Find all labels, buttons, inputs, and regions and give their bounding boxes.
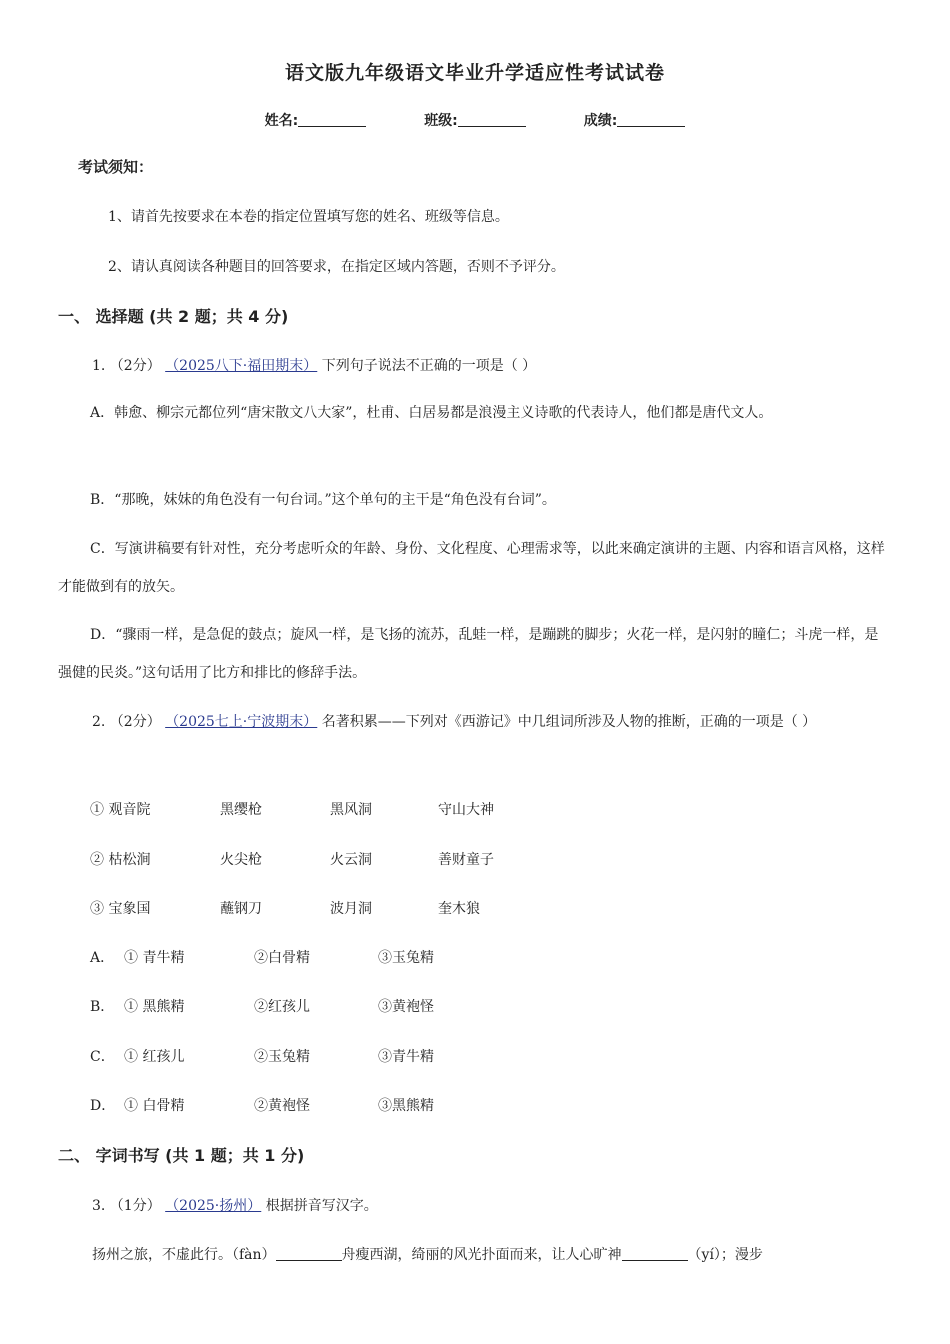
answer-blank-1[interactable] [276,1246,342,1261]
question-2-option-c[interactable]: C． ① 红孩儿 ②玉兔精 ③青牛精 [90,1049,434,1065]
question-1-option-b[interactable]: B．“那晚，妹妹的角色没有一句台词。”这个单句的主干是“角色没有台词”。 [90,492,556,508]
question-2-group-2: ② 枯松涧 火尖枪 火云洞 善财童子 [90,852,494,868]
question-2-group-1: ① 观音院 黑缨枪 黑风洞 守山大神 [90,802,494,818]
question-3-passage: 扬州之旅，不虚此行。（fàn） 舟瘦西湖，绮丽的风光扑面而来，让人心旷神 （yí）；漫步 [92,1247,763,1263]
notice-item-2: 2、请认真阅读各种题目的回答要求，在指定区域内答题，否则不予评分。 [108,259,565,275]
question-3-source-link[interactable]: （2025·扬州） [165,1198,262,1214]
score-field[interactable]: 成绩: [584,110,686,130]
question-3 [92,1195,378,1215]
question-1 [92,355,536,375]
answer-blank-2[interactable] [622,1246,688,1261]
question-2-number: 2. （2分） [92,714,161,730]
question-2-text: 名著积累——下列对《西游记》中几组词所涉及人物的推断，正确的一项是（ ） [321,714,817,730]
question-2-source-link[interactable]: （2025七上·宁波期末） [165,714,318,730]
student-info [0,110,950,130]
question-1-source-link[interactable]: （2025八下·福田期末） [165,358,318,374]
question-2-option-d[interactable]: D． ① 白骨精 ②黄袍怪 ③黑熊精 [90,1098,434,1114]
section-heading-2: 二、 字词书写 (共 1 题；共 1 分) [58,1146,305,1165]
notice-item-1: 1、请首先按要求在本卷的指定位置填写您的姓名、班级等信息。 [108,209,509,225]
section-heading-1: 一、 选择题 (共 2 题；共 4 分) [58,307,289,326]
question-2 [58,703,892,741]
question-1-text: 下列句子说法不正确的一项是（ ） [321,358,537,374]
exam-title: 语文版九年级语文毕业升学适应性考试试卷 [284,62,665,84]
question-3-text: 根据拼音写汉字。 [265,1198,378,1214]
question-1-number: 1. （2分） [92,358,161,374]
question-1-option-c[interactable]: C．写演讲稿要有针对性，充分考虑听众的年龄、身份、文化程度、心理需求等，以此来确定演讲的主题、内容和语言风格，这样才能做到有的放矢。 [58,541,885,595]
class-field[interactable]: 班级: [424,110,526,130]
question-1-option-d[interactable]: D．“骤雨一样，是急促的鼓点；旋风一样，是飞扬的流苏，乱蛙一样，是蹦跳的脚步；火花一样，是闪射的瞳仁；斗虎一样，是强健的民炎。”这句话用了比方和排比的修辞手法。 [58,627,879,681]
question-2-group-3: ③ 宝象国 蘸钢刀 波月洞 奎木狼 [90,901,480,917]
name-field[interactable]: 姓名: [265,110,367,130]
question-2-option-b[interactable]: B． ① 黑熊精 ②红孩儿 ③黄袍怪 [90,999,434,1015]
question-3-number: 3. （1分） [92,1198,161,1214]
notice-heading: 考试须知： [78,158,154,176]
question-2-option-a[interactable]: A． ① 青牛精 ②白骨精 ③玉兔精 [90,950,434,966]
question-1-option-a[interactable]: A．韩愈、柳宗元都位列“唐宋散文八大家”，杜甫、白居易都是浪漫主义诗歌的代表诗人，他们都是唐代文人。 [90,405,773,421]
